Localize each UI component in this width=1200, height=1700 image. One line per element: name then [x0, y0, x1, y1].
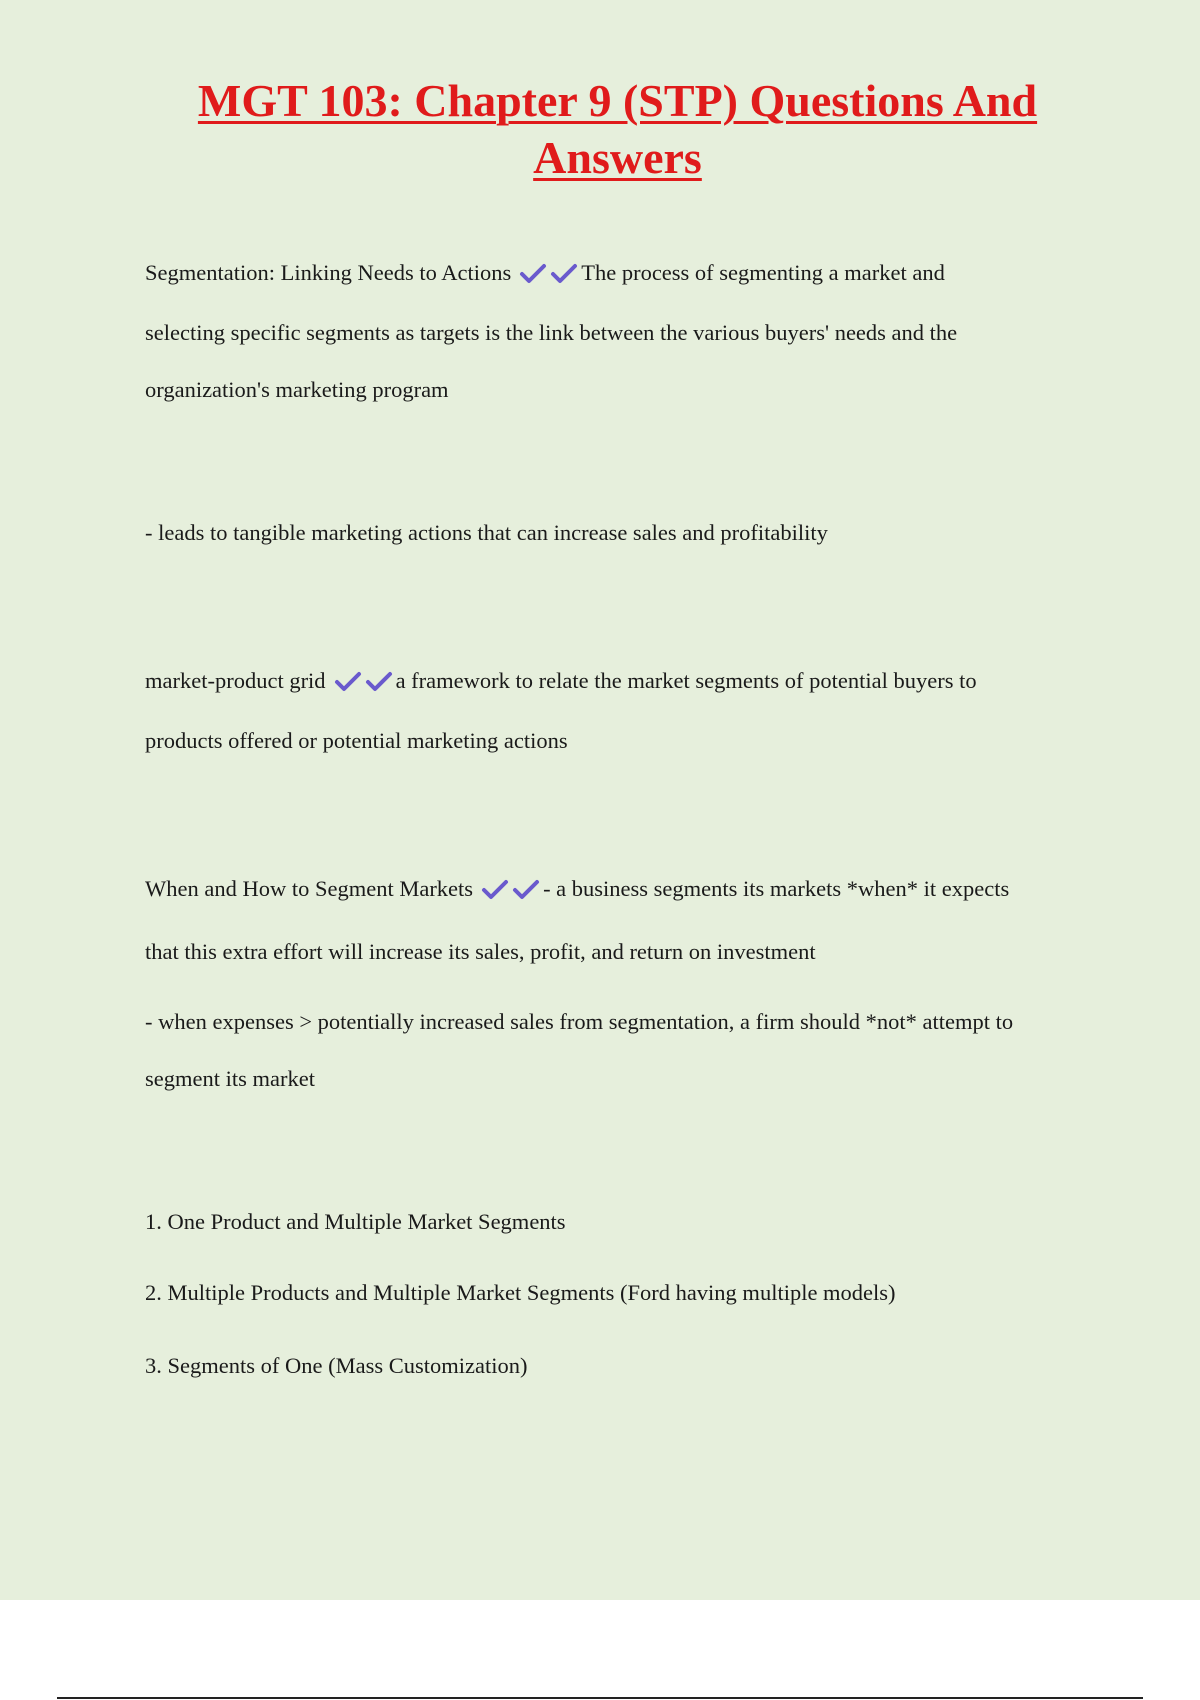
entry-definition-cont: selecting specific segments as targets is the link between the various buyers' needs and the: [145, 320, 958, 345]
double-check-icon: [334, 669, 394, 693]
footer-divider: [57, 1697, 1143, 1699]
double-check-icon: [519, 261, 579, 285]
entry-definition-cont: products offered or potential marketing actions: [145, 728, 568, 753]
entry-line: [145, 667, 977, 695]
entry-definition: a framework to relate the market segments of potential buyers to: [395, 668, 977, 693]
entry-term: When and How to Segment Markets: [145, 876, 474, 901]
entry-line: [145, 875, 1009, 903]
entry-term: market-product grid: [145, 668, 326, 693]
list-item: 3. Segments of One (Mass Customization): [145, 1353, 528, 1378]
entry-definition: The process of segmenting a market and: [581, 260, 945, 285]
document-title: MGT 103: Chapter 9 (STP) Questions And Answers: [197, 75, 1038, 183]
entry-term: Segmentation: Linking Needs to Actions: [145, 260, 512, 285]
entry-definition-cont: organization's marketing program: [145, 377, 449, 402]
list-item: 1. One Product and Multiple Market Segments: [145, 1209, 566, 1234]
entry-definition: - a business segments its markets *when* it expects: [543, 876, 1010, 901]
entry-note: - leads to tangible marketing actions that can increase sales and profitability: [145, 520, 828, 545]
double-check-icon: [481, 877, 541, 901]
list-item: 2. Multiple Products and Multiple Market Segments (Ford having multiple models): [145, 1280, 896, 1305]
entry-line: [145, 259, 945, 287]
entry-definition-cont: that this extra effort will increase its sales, profit, and return on investment: [145, 939, 816, 964]
entry-note: segment its market: [145, 1066, 315, 1091]
entry-note: - when expenses > potentially increased sales from segmentation, a firm should *not* attempt to: [145, 1009, 1014, 1034]
